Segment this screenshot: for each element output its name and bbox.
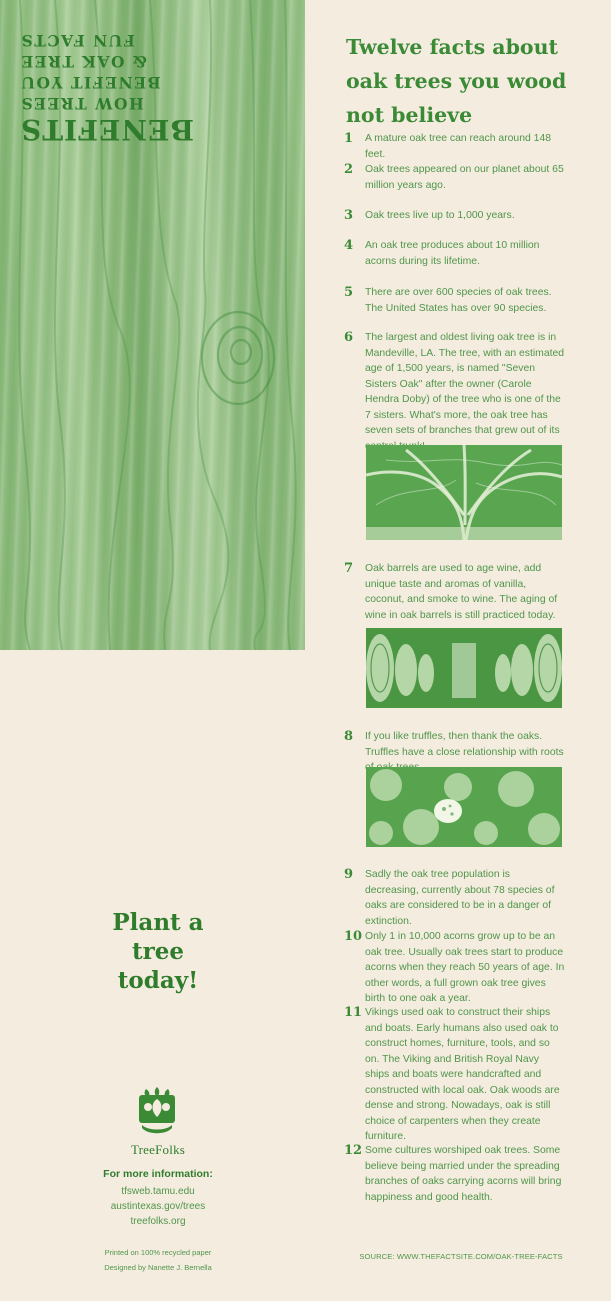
fact-number: 11: [344, 1005, 363, 1020]
fact-text: Vikings used oak to construct their ships and boats. Early humans also used oak to construct homes, furniture, tools, and so on. The Viking and British Royal Navy ships and boats were handcrafted and constructed with local oak. Oak woods are dense and strong. Nowadays, oak is still choice of carpenters when they create furniture.: [365, 1007, 560, 1142]
subtitle-line: FUN FACTS: [20, 31, 135, 50]
fact-text: Oak trees live up to 1,000 years.: [365, 210, 515, 221]
more-info-heading: For more information:: [103, 1168, 213, 1180]
fact-text: An oak tree produces about 10 million acorns during its lifetime.: [365, 240, 540, 267]
fact-number: 2: [344, 162, 354, 177]
subtitle-line: HOW TREES: [20, 94, 144, 113]
fact-number: 3: [344, 208, 354, 223]
fact-number: 4: [344, 238, 354, 253]
fact-number: 7: [344, 561, 354, 576]
oak-leaf-icon: [128, 1085, 188, 1141]
info-link[interactable]: treefolks.org: [130, 1216, 186, 1227]
brand-name: TreeFolks: [130, 1142, 186, 1157]
page-heading: Twelve facts about oak trees you wood not believe: [346, 35, 567, 127]
printed-note: Printed on 100% recycled paper: [104, 1248, 212, 1257]
fact-text: Some cultures worshiped oak trees. Some believe being married under the spreading branches of oaks carrying acorns will bring happiness and good health.: [365, 1145, 562, 1203]
fact-text: The largest and oldest living oak tree is in Mandeville, LA. The tree, with an estimated age of 1,500 years, is named "Seven Sisters Oak" after the owner (Carole Hendra Doby) of the tree who is one of the 7 sisters. What's more, the oak tree has seven sets of branches that grew out of its: [365, 332, 565, 436]
benefits-title: BENEFITS: [20, 113, 194, 146]
info-link[interactable]: austintexas.gov/trees: [110, 1201, 206, 1212]
wood-panel-title: [20, 30, 196, 144]
subtitle-line: BENEFIT YOU: [20, 73, 161, 92]
fact-number: 5: [344, 285, 354, 300]
fact-number: 1: [344, 131, 354, 146]
wood-grain-panel: [0, 0, 305, 650]
fact-text: A mature oak tree can reach around 148 feet.: [365, 133, 551, 160]
fact-text: Oak trees appeared on our planet about 65 million years ago.: [365, 164, 564, 191]
designer-credit: Designed by Nanette J. Bernella: [104, 1263, 212, 1272]
truffles-photo: [366, 767, 562, 847]
fact-text: There are over 600 species of oak trees. The United States has over 90 species.: [365, 287, 552, 314]
wine-barrels-photo: [366, 628, 562, 708]
fact-text: Oak barrels are used to age wine, add unique taste and aromas of vanilla, coconut, and smoke to wine. The aging of wine in oak barrels is still practiced today.: [365, 563, 558, 621]
fact-number: 12: [344, 1143, 363, 1158]
fact-text: Only 1 in 10,000 acorns grow up to be an oak tree. Usually oak trees start to produce acorns when they reach 50 years of age. In other words, a full grown oak tree gives birth to one oak a year.: [365, 931, 565, 1004]
fact-number: 8: [344, 729, 354, 744]
fact-number: 6: [344, 330, 354, 345]
fact-number: 9: [344, 867, 354, 882]
oak-tree-photo: [366, 445, 562, 540]
plant-a-tree-callout: Plant a tree today!: [112, 909, 204, 994]
info-link[interactable]: tfsweb.tamu.edu: [121, 1186, 195, 1197]
source-credit: SOURCE: WWW.THEFACTSITE.COM/OAK-TREE-FACTS: [359, 1252, 563, 1261]
subtitle-line: & OAK TREE: [20, 52, 147, 71]
fact-text: Sadly the oak tree population is decreasing, currently about 78 species of oaks are considered to be in a danger of extinction.: [365, 869, 555, 927]
fact-number: 10: [344, 929, 363, 944]
fact-text: If you like truffles, then thank the oaks. Truffles have a close relationship with roots: [365, 731, 564, 758]
